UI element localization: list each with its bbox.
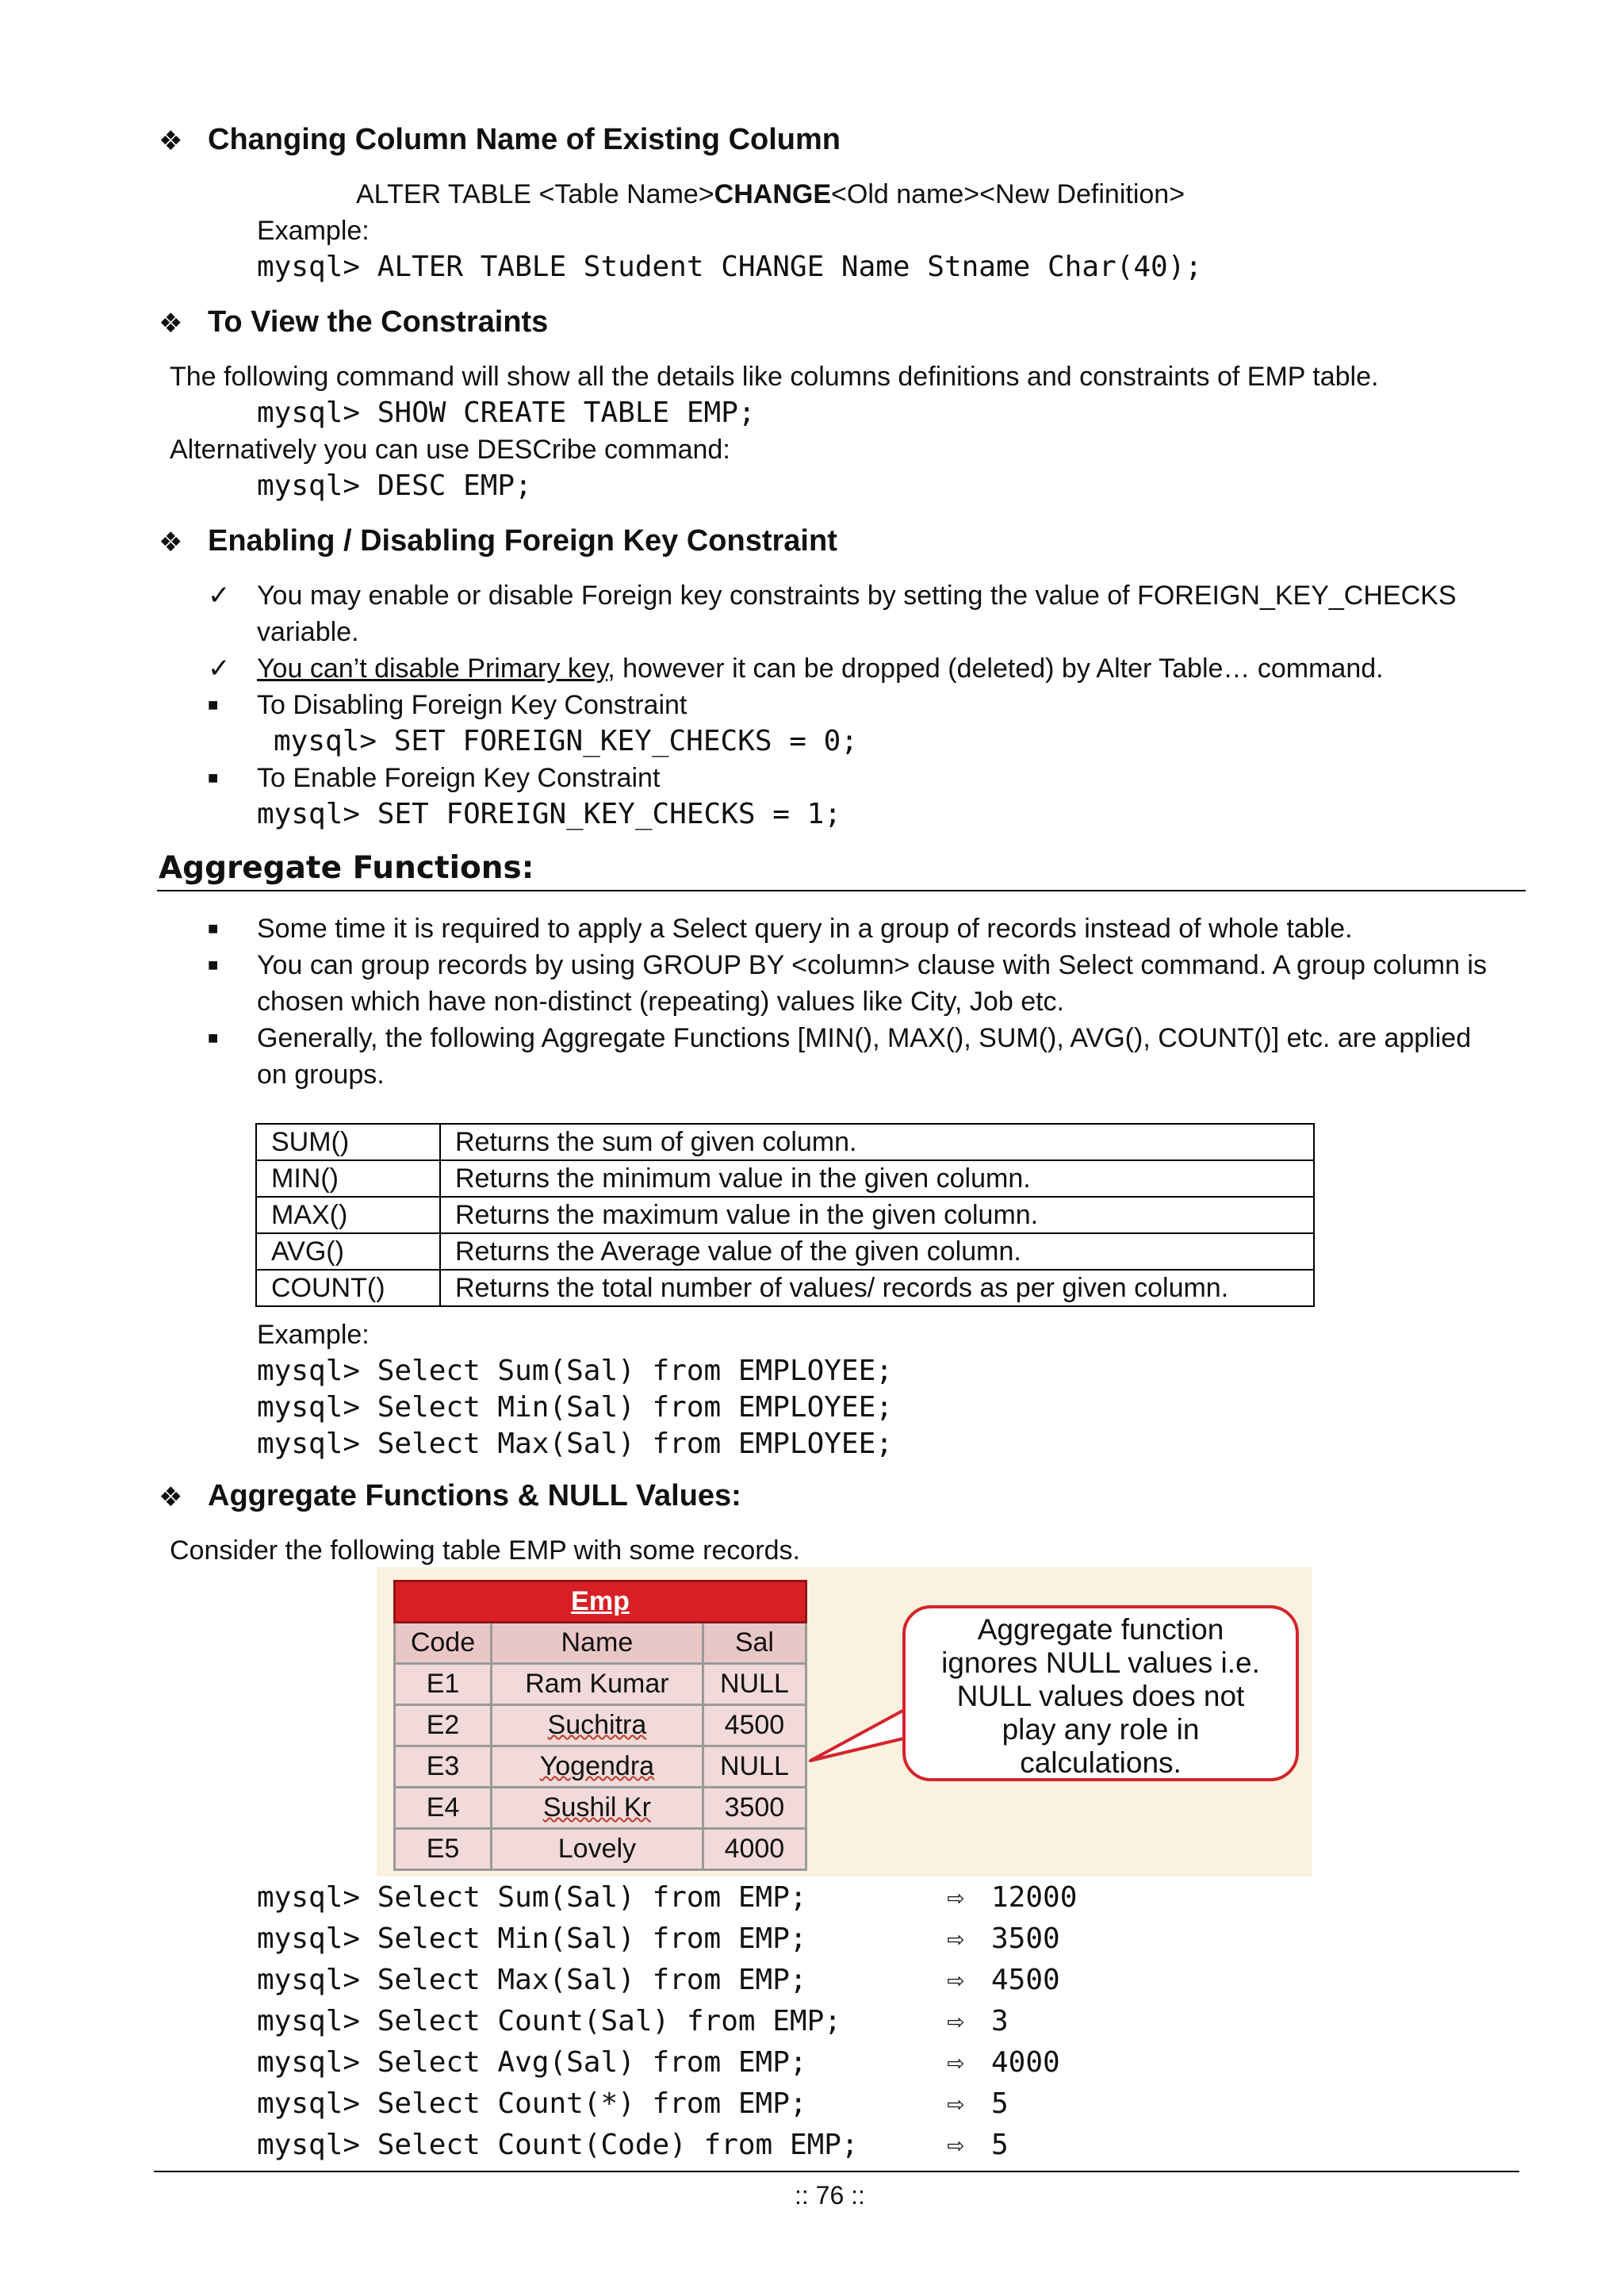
code-fk-checks-0: mysql> SET FOREIGN_KEY_CHECKS = 0; (274, 725, 858, 757)
query-line: mysql> Select Count(*) from EMP; (257, 2087, 807, 2120)
table-row (395, 1705, 806, 1746)
table-cell: E5 (395, 1829, 492, 1870)
table-row (395, 1664, 806, 1705)
table-cell: 4000 (703, 1829, 806, 1870)
primary-key-note: You can’t disable Primary key (257, 654, 608, 684)
arrow-icon: ⇨ (947, 2129, 964, 2161)
function-desc: Returns the minimum value in the given column. (440, 1160, 1314, 1197)
function-name: MIN() (256, 1160, 440, 1197)
query-line: mysql> Select Max(Sal) from EMP; (257, 1964, 807, 1996)
table-row (395, 1746, 806, 1788)
aggregate-functions-heading: Aggregate Functions: (159, 850, 534, 886)
square-bullet-icon: ■ (208, 768, 219, 788)
view-constraints-desc: The following command will show all the details like columns definitions and constraints of EMP table. (170, 362, 1379, 392)
query-result: 3500 (991, 1922, 1060, 1955)
section-title-null-values: Aggregate Functions & NULL Values: (208, 1479, 741, 1512)
query-result: 12000 (991, 1881, 1078, 1914)
table-row (395, 1788, 806, 1829)
table-cell: Lovely (491, 1829, 703, 1870)
function-name: COUNT() (256, 1270, 440, 1306)
page-number: :: 76 :: (795, 2181, 865, 2210)
code-fk-checks-1: mysql> SET FOREIGN_KEY_CHECKS = 1; (257, 798, 841, 830)
arrow-icon: ⇨ (947, 2087, 964, 2120)
agg-bullet-2-line1: You can group records by using GROUP BY <column> clause with Select command. A group column is (257, 950, 1487, 980)
square-bullet-icon: ■ (208, 1028, 219, 1048)
function-desc: Returns the maximum value in the given column. (440, 1197, 1314, 1233)
agg-bullet-1: Some time it is required to apply a Select query in a group of records instead of whole table. (257, 914, 1353, 944)
column-header: Name (491, 1623, 703, 1664)
diamond-bullet-icon: ❖ (159, 1482, 183, 1512)
square-bullet-icon: ■ (208, 918, 219, 938)
code-example: mysql> Select Max(Sal) from EMPLOYEE; (257, 1428, 893, 1460)
callout-line: Aggregate function (977, 1613, 1224, 1646)
table-row (395, 1829, 806, 1870)
column-header: Sal (703, 1623, 806, 1664)
function-name: MAX() (256, 1197, 440, 1233)
code-show-create: mysql> SHOW CREATE TABLE EMP; (257, 397, 756, 429)
arrow-icon: ⇨ (947, 2046, 964, 2079)
function-name: SUM() (256, 1124, 440, 1160)
query-line: mysql> Select Min(Sal) from EMP; (257, 1922, 807, 1955)
table-cell (491, 1746, 703, 1788)
emp-title-text: Emp (571, 1586, 630, 1616)
query-line: mysql> Select Count(Code) from EMP; (257, 2129, 859, 2161)
agg-bullet-3-line1: Generally, the following Aggregate Functions [MIN(), MAX(), SUM(), AVG(), COUNT()] etc. are applied (257, 1023, 1472, 1053)
spell-marked-text: Sushil Kr (542, 1792, 651, 1823)
query-result: 4500 (991, 1964, 1060, 1996)
column-header: Code (395, 1623, 492, 1664)
table-row (256, 1124, 1314, 1160)
callout-line: NULL values does not (956, 1680, 1245, 1712)
table-row (395, 1623, 806, 1664)
emp-table-title (395, 1581, 806, 1623)
agg-bullet-2-line2: chosen which have non-distinct (repeating) values like City, Job etc. (257, 987, 1064, 1017)
function-desc: Returns the Average value of the given column. (440, 1233, 1314, 1270)
fk-check2 (257, 650, 1384, 687)
arrow-icon: ⇨ (947, 1881, 964, 1914)
query-result: 5 (991, 2087, 1009, 2120)
callout-line: play any role in (1002, 1713, 1200, 1746)
callout-bubble (902, 1605, 1299, 1781)
table-cell: 4500 (703, 1705, 806, 1746)
query-result: 5 (991, 2129, 1009, 2161)
syntax-post: <Old name><New Definition> (831, 179, 1185, 209)
function-desc: Returns the sum of given column. (440, 1124, 1314, 1160)
table-cell: E1 (395, 1664, 492, 1705)
fk-disable-label: To Disabling Foreign Key Constraint (257, 690, 688, 720)
table-cell: E3 (395, 1746, 492, 1788)
fk-check2-rest: , however it can be dropped (deleted) by Alter Table… command. (607, 654, 1384, 684)
table-row (256, 1197, 1314, 1233)
function-name: AVG() (256, 1233, 440, 1270)
checkmark-icon: ✓ (208, 654, 231, 684)
query-result: 3 (991, 2005, 1009, 2037)
table-row (256, 1160, 1314, 1197)
table-cell: 3500 (703, 1788, 806, 1829)
code-alter-change: mysql> ALTER TABLE Student CHANGE Name Stname Char(40); (257, 251, 1203, 283)
fk-enable-label: To Enable Foreign Key Constraint (257, 763, 661, 793)
diamond-bullet-icon: ❖ (159, 126, 183, 156)
syntax-keyword: CHANGE (714, 179, 832, 209)
spell-marked-text: Yogendra (539, 1751, 655, 1781)
table-row (256, 1233, 1314, 1270)
checkmark-icon: ✓ (208, 581, 231, 611)
change-syntax (356, 176, 1185, 213)
table-cell: E2 (395, 1705, 492, 1746)
section-title-foreign-key: Enabling / Disabling Foreign Key Constraint (208, 524, 837, 558)
table-cell: E4 (395, 1788, 492, 1829)
square-bullet-icon: ■ (208, 955, 219, 975)
section-title-change-column: Changing Column Name of Existing Column (208, 123, 841, 156)
diamond-bullet-icon: ❖ (159, 527, 183, 558)
table-cell: NULL (703, 1746, 806, 1788)
table-cell: NULL (703, 1664, 806, 1705)
syntax-pre: ALTER TABLE <Table Name> (356, 179, 714, 209)
square-bullet-icon: ■ (208, 695, 219, 715)
table-row (395, 1581, 806, 1623)
query-result: 4000 (991, 2046, 1060, 2079)
fk-check1-line2: variable. (257, 617, 359, 647)
section-title-view-constraints: To View the Constraints (208, 305, 549, 339)
query-line: mysql> Select Avg(Sal) from EMP; (257, 2046, 807, 2079)
table-cell: Ram Kumar (491, 1664, 703, 1705)
emp-table (393, 1580, 807, 1871)
null-desc: Consider the following table EMP with some records. (170, 1535, 800, 1566)
table-cell (491, 1788, 703, 1829)
query-line: mysql> Select Sum(Sal) from EMP; (257, 1881, 807, 1914)
query-line: mysql> Select Count(Sal) from EMP; (257, 2005, 841, 2037)
code-example: mysql> Select Sum(Sal) from EMPLOYEE; (257, 1355, 893, 1387)
describe-alt-text: Alternatively you can use DESCribe command: (170, 435, 730, 465)
arrow-icon: ⇨ (947, 2005, 964, 2037)
table-row (256, 1270, 1314, 1306)
function-desc: Returns the total number of values/ records as per given column. (440, 1270, 1314, 1306)
example-label: Example: (257, 1320, 370, 1350)
diamond-bullet-icon: ❖ (159, 309, 183, 339)
fk-check1-line1: You may enable or disable Foreign key constraints by setting the value of FOREIGN_KEY_CHECKS (257, 581, 1457, 611)
arrow-icon: ⇨ (947, 1922, 964, 1955)
footer-rule (154, 2171, 1519, 2172)
agg-bullet-3-line2: on groups. (257, 1060, 385, 1090)
callout-line: ignores NULL values i.e. (941, 1646, 1260, 1679)
callout-line: calculations. (1020, 1746, 1182, 1779)
heading-rule (157, 890, 1526, 891)
table-cell (491, 1705, 703, 1746)
spell-marked-text: Suchitra (547, 1710, 647, 1740)
arrow-icon: ⇨ (947, 1964, 964, 1996)
code-example: mysql> Select Min(Sal) from EMPLOYEE; (257, 1391, 893, 1424)
example-label: Example: (257, 216, 370, 246)
aggregate-functions-table (255, 1123, 1315, 1307)
code-desc: mysql> DESC EMP; (257, 470, 532, 502)
